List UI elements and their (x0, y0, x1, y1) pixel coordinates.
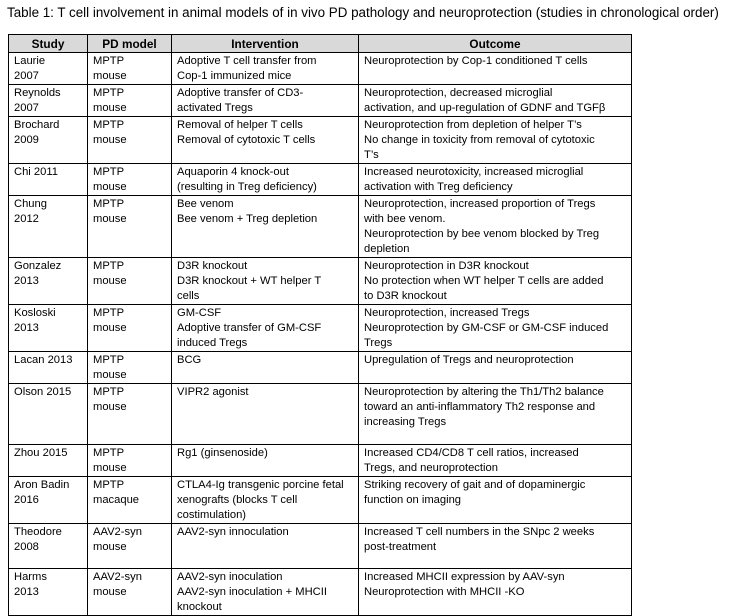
cell-outcome (359, 524, 632, 569)
cell-text-line: Neuroprotection by Cop-1 conditioned T cells (364, 55, 588, 67)
cell-outcome (359, 445, 632, 477)
cell-text-line: 2013 (14, 275, 39, 287)
cell-text-line: Neuroprotection in D3R knockout (364, 260, 529, 272)
cell-text-line: AAV2-syn innoculation (177, 526, 289, 538)
cell-text-line: Kosloski (14, 307, 56, 319)
cell-text-line: Increased CD4/CD8 T cell ratios, increased (364, 447, 579, 459)
cell-text-line: Increased T cell numbers in the SNpc 2 weeks (364, 526, 595, 538)
table-body (9, 53, 632, 616)
header-outcome: Outcome (359, 35, 632, 53)
cell-text-line: Removal of helper T cells (177, 119, 303, 131)
cell-pd-model (88, 569, 172, 616)
cell-outcome (359, 164, 632, 196)
cell-text-line: CTLA4-Ig transgenic porcine fetal (177, 479, 344, 491)
cell-text-line: Bee venom + Treg depletion (177, 213, 318, 225)
cell-text-line: 2016 (14, 494, 39, 506)
cell-text-line: Upregulation of Tregs and neuroprotection (364, 354, 574, 366)
cell-text-line: MPTP (93, 386, 125, 398)
cell-text-line: 2008 (14, 541, 39, 553)
cell-text-line: AAV2-syn (93, 571, 142, 583)
cell-text-line: mouse (93, 102, 127, 114)
cell-text-line: GM-CSF (177, 307, 222, 319)
table-row (9, 524, 632, 569)
cell-text-line: costimulation) (177, 509, 247, 521)
header-pd-model: PD model (88, 35, 172, 53)
cell-outcome (359, 258, 632, 305)
cell-outcome (359, 305, 632, 352)
cell-text-line: mouse (93, 275, 127, 287)
cell-text-line: Adoptive transfer of GM-CSF (177, 322, 322, 334)
cell-text-line: function on imaging (364, 494, 462, 506)
cell-text-line: D3R knockout + WT helper T (177, 275, 322, 287)
cell-study (9, 258, 88, 305)
table-row (9, 569, 632, 616)
cell-text-line: VIPR2 agonist (177, 386, 249, 398)
cell-text-line: Adoptive transfer of CD3- (177, 87, 304, 99)
cell-intervention (172, 305, 359, 352)
cell-study (9, 164, 88, 196)
cell-study (9, 524, 88, 569)
cell-text-line: D3R knockout (177, 260, 248, 272)
cell-text-line: Neuroprotection with MHCII -KO (364, 586, 525, 598)
cell-pd-model (88, 258, 172, 305)
cell-text-line: Chung (14, 198, 47, 210)
cell-outcome (359, 569, 632, 616)
table-row (9, 258, 632, 305)
cell-text-line: xenografts (blocks T cell (177, 494, 298, 506)
cell-text-line: induced Tregs (177, 337, 248, 349)
cell-text-line: mouse (93, 134, 127, 146)
cell-text-line: Aquaporin 4 knock-out (177, 166, 289, 178)
cell-outcome (359, 196, 632, 258)
cell-text-line: Theodore (14, 526, 62, 538)
cell-text-line: Increased neurotoxicity, increased microglial (364, 166, 584, 178)
cell-text-line: Neuroprotection from depletion of helper T’s (364, 119, 582, 131)
cell-text-line: post-treatment (364, 541, 437, 553)
cell-outcome (359, 352, 632, 384)
cell-intervention (172, 53, 359, 85)
header-row (9, 35, 632, 53)
cell-text-line: Olson 2015 (14, 386, 72, 398)
cell-pd-model (88, 477, 172, 524)
cell-text-line: 2007 (14, 70, 39, 82)
cell-intervention (172, 164, 359, 196)
cell-text-line: BCG (177, 354, 202, 366)
cell-text-line: macaque (93, 494, 140, 506)
cell-text-line: Neuroprotection by bee venom blocked by Treg (364, 228, 600, 240)
cell-outcome (359, 384, 632, 445)
cell-text-line: knockout (177, 601, 222, 613)
table-row (9, 53, 632, 85)
cell-text-line: MPTP (93, 198, 125, 210)
cell-outcome (359, 117, 632, 164)
cell-text-line: mouse (93, 401, 127, 413)
cell-text-line: MPTP (93, 479, 125, 491)
cell-intervention (172, 524, 359, 569)
cell-text-line: 2013 (14, 586, 39, 598)
cell-pd-model (88, 384, 172, 445)
cell-text-line: No change in toxicity from removal of cytotoxic (364, 134, 595, 146)
header-intervention: Intervention (172, 35, 359, 53)
cell-text-line: Reynolds (14, 87, 61, 99)
table-row (9, 445, 632, 477)
table-caption: Table 1: T cell involvement in animal models of in vivo PD pathology and neuroprotection (studies in chronological order) (7, 5, 719, 20)
cell-intervention (172, 85, 359, 117)
cell-text-line: Increased MHCII expression by AAV-syn (364, 571, 565, 583)
cell-text-line: (resulting in Treg deficiency) (177, 181, 317, 193)
cell-study (9, 117, 88, 164)
cell-pd-model (88, 85, 172, 117)
table-row (9, 477, 632, 524)
cell-pd-model (88, 117, 172, 164)
cell-text-line: Striking recovery of gait and of dopaminergic (364, 479, 586, 491)
cell-pd-model (88, 305, 172, 352)
cell-outcome (359, 53, 632, 85)
cell-text-line: MPTP (93, 87, 125, 99)
cell-text-line: AAV2-syn inoculation (177, 571, 283, 583)
cell-text-line: Laurie (14, 55, 46, 67)
cell-text-line: mouse (93, 213, 127, 225)
table-row (9, 85, 632, 117)
cell-text-line: Neuroprotection, increased Tregs (364, 307, 530, 319)
cell-study (9, 53, 88, 85)
cell-text-line: Harms (14, 571, 47, 583)
cell-text-line: to D3R knockout (364, 290, 447, 302)
cell-study (9, 384, 88, 445)
cell-text-line: 2013 (14, 322, 39, 334)
cell-text-line: activation with Treg deficiency (364, 181, 513, 193)
cell-text-line: AAV2-syn (93, 526, 142, 538)
cell-text-line: Lacan 2013 (14, 354, 73, 366)
cell-pd-model (88, 524, 172, 569)
cell-text-line: No protection when WT helper T cells are added (364, 275, 604, 287)
cell-text-line: Neuroprotection by altering the Th1/Th2 balance (364, 386, 604, 398)
cell-text-line: Neuroprotection, decreased microglial (364, 87, 553, 99)
cell-study (9, 196, 88, 258)
cell-outcome (359, 477, 632, 524)
cell-pd-model (88, 164, 172, 196)
cell-text-line: 2007 (14, 102, 39, 114)
table-row (9, 384, 632, 445)
cell-text-line: MPTP (93, 307, 125, 319)
table-header (9, 35, 632, 53)
cell-intervention (172, 196, 359, 258)
cell-text-line: MPTP (93, 354, 125, 366)
cell-pd-model (88, 352, 172, 384)
cell-text-line: MPTP (93, 119, 125, 131)
cell-text-line: Rg1 (ginsenoside) (177, 447, 268, 459)
cell-intervention (172, 117, 359, 164)
cell-text-line: activation, and up-regulation of GDNF and TGFβ (364, 102, 606, 114)
cell-text-line: mouse (93, 70, 127, 82)
cell-text-line: Cop-1 immunized mice (177, 70, 292, 82)
cell-text-line: AAV2-syn inoculation + MHCII (177, 586, 327, 598)
cell-text-line: Gonzalez (14, 260, 62, 272)
cell-text-line: 2009 (14, 134, 39, 146)
table-row (9, 117, 632, 164)
cell-text-line: MPTP (93, 55, 125, 67)
pd-studies-table (8, 34, 632, 616)
cell-intervention (172, 258, 359, 305)
cell-text-line: Aron Badin (14, 479, 70, 491)
cell-text-line: Tregs, and neuroprotection (364, 462, 498, 474)
header-study: Study (9, 35, 88, 53)
cell-text-line: mouse (93, 322, 127, 334)
cell-text-line: cells (177, 290, 200, 302)
cell-text-line: mouse (93, 462, 127, 474)
cell-text-line: 2012 (14, 213, 39, 225)
cell-intervention (172, 569, 359, 616)
cell-text-line: Adoptive T cell transfer from (177, 55, 317, 67)
table-row (9, 196, 632, 258)
cell-text-line: mouse (93, 369, 127, 381)
cell-text-line: Bee venom (177, 198, 234, 210)
cell-intervention (172, 445, 359, 477)
cell-study (9, 305, 88, 352)
cell-text-line: Chi 2011 (14, 166, 58, 178)
cell-text-line: Zhou 2015 (14, 447, 68, 459)
cell-text-line: with bee venom. (364, 213, 446, 225)
cell-study (9, 445, 88, 477)
cell-study (9, 352, 88, 384)
cell-text-line: depletion (364, 243, 410, 255)
cell-intervention (172, 352, 359, 384)
cell-text-line: toward an anti-inflammatory Th2 response and (364, 401, 596, 413)
cell-intervention (172, 477, 359, 524)
table-row (9, 305, 632, 352)
cell-pd-model (88, 196, 172, 258)
cell-study (9, 477, 88, 524)
cell-intervention (172, 384, 359, 445)
cell-study (9, 85, 88, 117)
cell-text-line: Removal of cytotoxic T cells (177, 134, 316, 146)
cell-pd-model (88, 53, 172, 85)
cell-text-line: MPTP (93, 166, 125, 178)
cell-pd-model (88, 445, 172, 477)
cell-text-line: mouse (93, 181, 127, 193)
cell-text-line: Neuroprotection by GM-CSF or GM-CSF induced (364, 322, 609, 334)
cell-text-line: activated Tregs (177, 102, 253, 114)
table-row (9, 164, 632, 196)
cell-study (9, 569, 88, 616)
cell-text-line: MPTP (93, 260, 125, 272)
cell-text-line: mouse (93, 586, 127, 598)
cell-text-line: Brochard (14, 119, 60, 131)
cell-text-line: Tregs (364, 337, 393, 349)
cell-text-line: mouse (93, 541, 127, 553)
cell-outcome (359, 85, 632, 117)
cell-text-line: Neuroprotection, increased proportion of Tregs (364, 198, 596, 210)
cell-text-line: MPTP (93, 447, 125, 459)
table-row (9, 352, 632, 384)
cell-text-line: increasing Tregs (364, 416, 447, 428)
cell-text-line: T’s (364, 149, 379, 161)
